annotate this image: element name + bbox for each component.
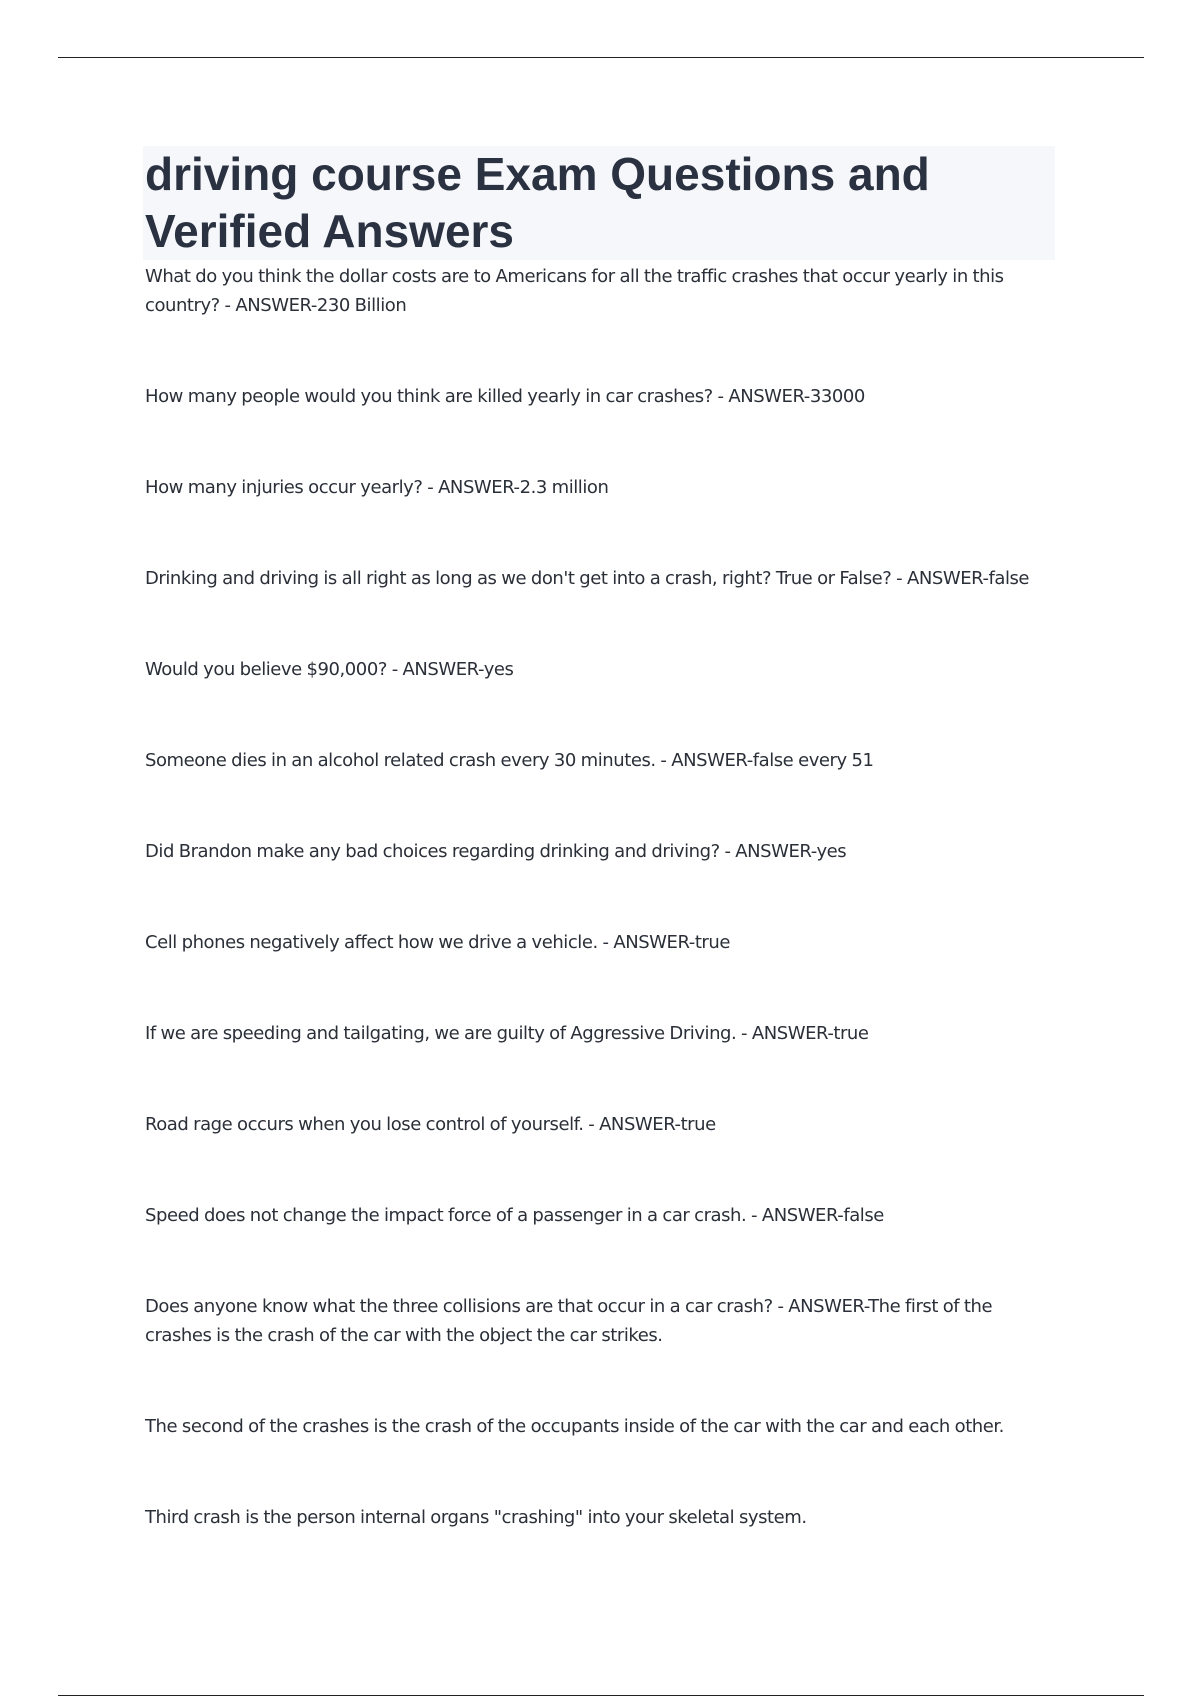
qa-item: How many people would you think are killed yearly in car crashes? - ANSWER-33000 [145,386,865,407]
qa-item: Does anyone know what the three collisions are that occur in a car crash? - ANSWER-The first of the crashes is the crash of the car with the object the car strikes. [145,1296,993,1346]
qa-item: If we are speeding and tailgating, we are guilty of Aggressive Driving. - ANSWER-true [145,1023,869,1044]
bottom-rule [58,1695,1144,1696]
qa-item: Did Brandon make any bad choices regarding drinking and driving? - ANSWER-yes [145,841,847,862]
qa-item: How many injuries occur yearly? - ANSWER-2.3 million [145,477,609,498]
qa-list [145,262,1055,1532]
document-title: driving course Exam Questions and Verified Answers [145,148,930,257]
qa-item: The second of the crashes is the crash of the occupants inside of the car with the car and each other. [145,1416,1004,1437]
qa-item: Would you believe $90,000? - ANSWER-yes [145,659,514,680]
qa-item: Drinking and driving is all right as long as we don't get into a crash, right? True or False? - ANSWER-false [145,568,1030,589]
title-block [143,146,1055,260]
qa-item: Speed does not change the impact force of a passenger in a car crash. - ANSWER-false [145,1205,884,1226]
qa-item: Road rage occurs when you lose control of yourself. - ANSWER-true [145,1114,716,1135]
qa-item: What do you think the dollar costs are to Americans for all the traffic crashes that occur yearly in this country? - ANSWER-230 Billion [145,266,1004,316]
qa-item: Third crash is the person internal organs "crashing" into your skeletal system. [145,1507,807,1528]
top-rule [58,57,1144,58]
qa-item: Someone dies in an alcohol related crash every 30 minutes. - ANSWER-false every 51 [145,750,874,771]
qa-item: Cell phones negatively affect how we drive a vehicle. - ANSWER-true [145,932,730,953]
document-body [145,146,1055,1532]
